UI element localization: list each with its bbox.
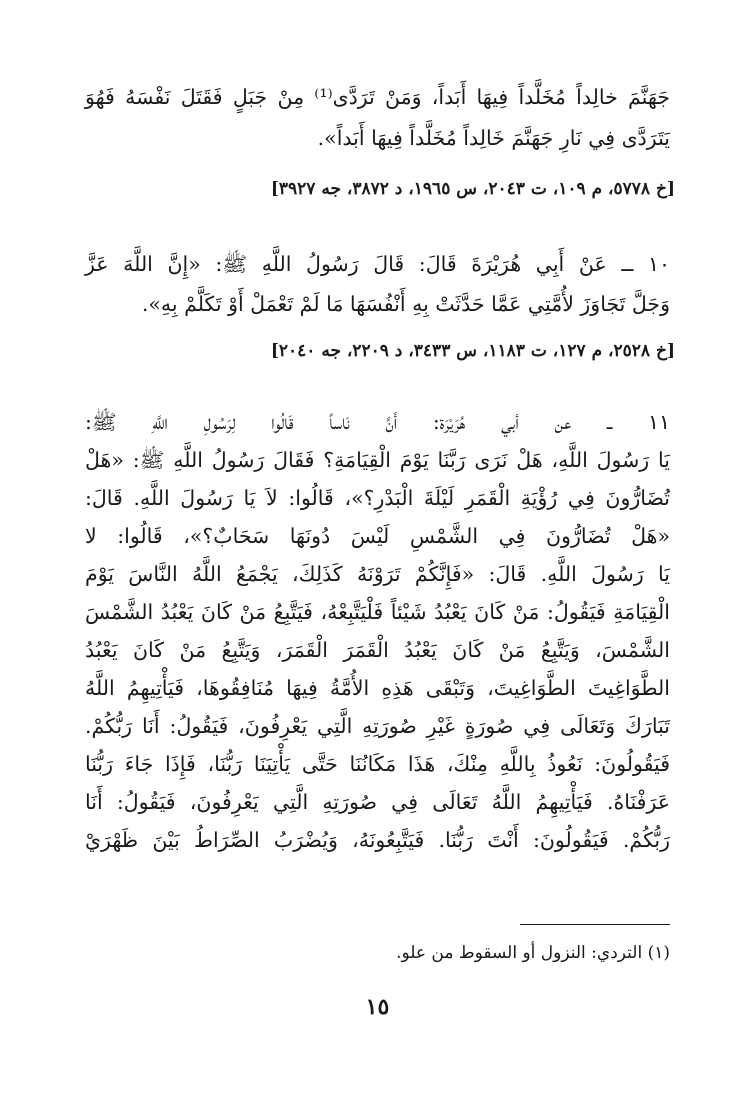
footnote-divider — [520, 924, 670, 925]
footnote: (١) التردي: النزول أو السقوط من علو. — [396, 943, 670, 963]
text-line: فَيَقُولُونَ: نَعُوذُ بِاللَّهِ مِنْكَ، هَذَا مَكَانُنَا حَتَّى يَأْتِيَنَا رَبُّنَا، فَإِذَا جَاءَ رَبُّنَا — [85, 752, 670, 776]
page-number: ١٥ — [365, 994, 390, 1020]
text-line: تُضَارُّونَ فِي رُؤْيَةِ الْقَمَرِ لَيْلَةَ الْبَدْرِ؟»، قَالُوا: لاَ يَا رَسُولَ اللَّهِ. قَالَ: — [85, 486, 670, 510]
text-line: «هَلْ تُضَارُّونَ فِي الشَّمْسِ لَيْسَ دُونَهَا سَحَابٌ؟»، قَالُوا: لا — [85, 524, 670, 548]
text-line: يَتَرَدَّى فِي نَارِ جَهَنَّمَ خَالِداً مُخَلَّداً فِيهَا أَبَداً». — [317, 126, 670, 150]
text-line: وَجَلَّ تَجَاوَزَ لأُمَّتِي عَمَّا حَدَّثَتْ بِهِ أَنْفُسَهَا مَا لَمْ تَعْمَلْ أَوْ تَكَلَّمْ بِهِ». — [141, 292, 670, 316]
source-reference: [خ ٥٧٧٨، م ١٠٩، ت ٢٠٤٣، س ١٩٦٥، د ٣٨٧٢، جه ٣٩٢٧] — [270, 179, 675, 199]
text-line: عَرَفْنَاهُ. فَيَأْتِيهِمُ اللَّهُ تَعَالَى فِي صُورَتِهِ الَّتِي يَعْرِفُونَ، فَيَقُولُ: أَنَا — [85, 790, 670, 814]
text-line: الْقِيَامَةِ فَيَقُولُ: مَنْ كَانَ يَعْبُدُ شَيْئاً فَلْيَتَّبِعْهُ، فَيَتَّبِعُ مَنْ كَانَ يَعْبُدُ الشَّمْسَ — [85, 600, 670, 624]
text-line: جَهَنَّمَ خالِداً مُخَلَّداً فِيهَا أَبَداً، وَمَنْ تَرَدَّى⁽¹⁾ مِنْ جَبَلٍ فَقَتَلَ نَفْسَهُ فَهُوَ — [85, 85, 670, 109]
source-reference: [خ ٢٥٢٨، م ١٢٧، ت ١١٨٣، س ٣٤٣٣، د ٢٢٠٩، جه ٢٠٤٠] — [270, 341, 675, 361]
text-line: الطَّوَاغِيتَ الطَّوَاغِيتَ، وَتَبْقَى هَذِهِ الأُمَّةُ فِيهَا مُنَافِقُوهَا، فَيَأْتِيهِمُ اللَّهُ — [85, 676, 670, 700]
text-line: تَبَارَكَ وَتَعَالَى فِي صُورَةٍ غَيْرِ صُورَتِهِ الَّتِي يَعْرِفُونَ، فَيَقُولُ: أَنَا رَبُّكُمْ. — [85, 714, 670, 738]
text-line: ١١ ــ عن أبي هُرَيْرَة: أَنَّ نَاساً قَالُوا لِرَسُولِ اللَّهِ ﷺ: — [85, 410, 670, 434]
text-line: ١٠ ــ عَنْ أَبِي هُرَيْرَةَ قَالَ: قَالَ رَسُولُ اللَّهِ ﷺ: «إِنَّ اللَّهَ عَزَّ — [85, 252, 670, 276]
text-line: رَبُّكُمْ. فَيَقُولُونَ: أَنْتَ رَبُّنَا. فَيَتَّبِعُونَهُ، وَيُضْرَبُ الصِّرَاطُ بَيْنَ ظَهْرَيْ — [85, 828, 670, 852]
text-line: يَا رَسُولَ اللَّهِ. قَالَ: «فَإِنَّكُمْ تَرَوْنَهُ كَذَلِكَ، يَجْمَعُ اللَّهُ النَّاسَ يَوْمَ — [85, 562, 670, 586]
text-line: الشَّمْسَ، وَيَتَّبِعُ مَنْ كَانَ يَعْبُدُ الْقَمَرَ الْقَمَرَ، وَيَتَّبِعُ مَنْ كَانَ يَعْبُدُ — [85, 638, 670, 662]
text-line: يَا رَسُولَ اللَّهِ، هَلْ نَرَى رَبَّنَا يَوْمَ الْقِيَامَةِ؟ فَقَالَ رَسُولُ اللَّهِ ﷺ: «هَلْ — [85, 448, 670, 472]
